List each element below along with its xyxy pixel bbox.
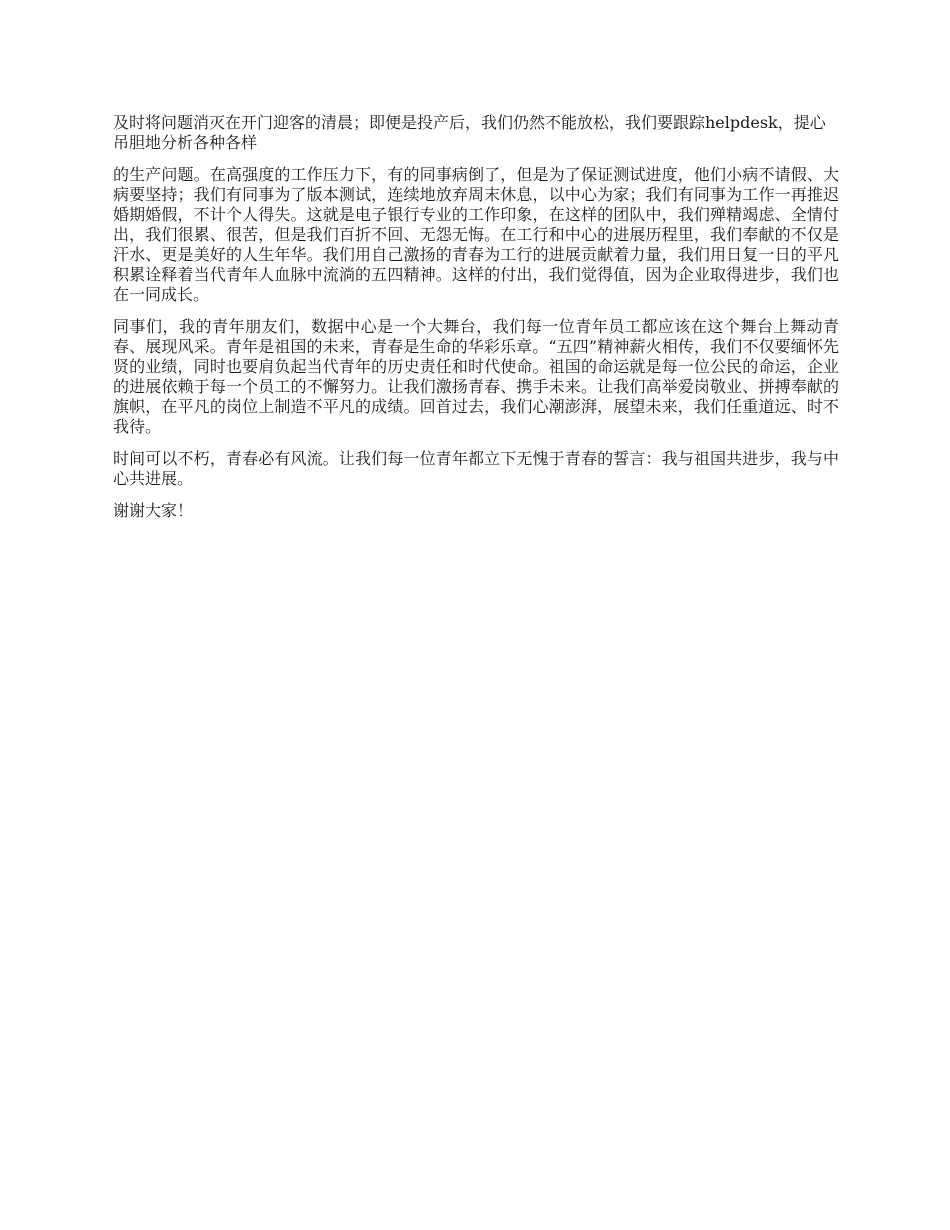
paragraph-3: 同事们，我的青年朋友们，数据中心是一个大舞台，我们每一位青年员工都应该在这个舞台上舞动青春、展现风采。青年是祖国的未来，青春是生命的华彩乐章。“五四”精神薪火相传，我们不仅要缅怀先贤的业绩，同时也要肩负起当代青年的历史责任和时代使命。祖国的命运就是每一位公民的命运，企业的进展依赖于每一个员工的不懈努力。让我们激扬青春、携手未来。让我们高举爱岗敬业、拼搏奉献的旗帜，在平凡的岗位上制造不平凡的成绩。回首过去，我们心潮澎湃，展望未来，我们任重道远、时不我待。	[113, 317, 839, 436]
document-body	[113, 113, 839, 533]
paragraph-1: 及时将问题消灭在开门迎客的清晨；即便是投产后，我们仍然不能放松，我们要跟踪helpdesk，提心吊胆地分析各种各样	[113, 113, 826, 152]
paragraph-2: 的生产问题。在高强度的工作压力下，有的同事病倒了，但是为了保证测试进度，他们小病不请假、大病要坚持；我们有同事为了版本测试，连续地放弃周末休息，以中心为家；我们有同事为工作一再推迟婚期婚假，不计个人得失。这就是电子银行专业的工作印象，在这样的团队中，我们殚精竭虑、全情付出，我们很累、很苦，但是我们百折不回、无怨无悔。在工行和中心的进展历程里，我们奉献的不仅是汗水、更是美好的人生年华。我们用自己激扬的青春为工行的进展贡献着力量，我们用日复一日的平凡积累诠释着当代青年人血脉中流淌的五四精神。这样的付出，我们觉得值，因为企业取得进步，我们也在一同成长。	[113, 165, 839, 304]
paragraph-4: 时间可以不朽，青春必有风流。让我们每一位青年都立下无愧于青春的誓言：我与祖国共进步，我与中心共进展。	[113, 449, 839, 488]
paragraph-closing: 谢谢大家！	[113, 501, 194, 520]
